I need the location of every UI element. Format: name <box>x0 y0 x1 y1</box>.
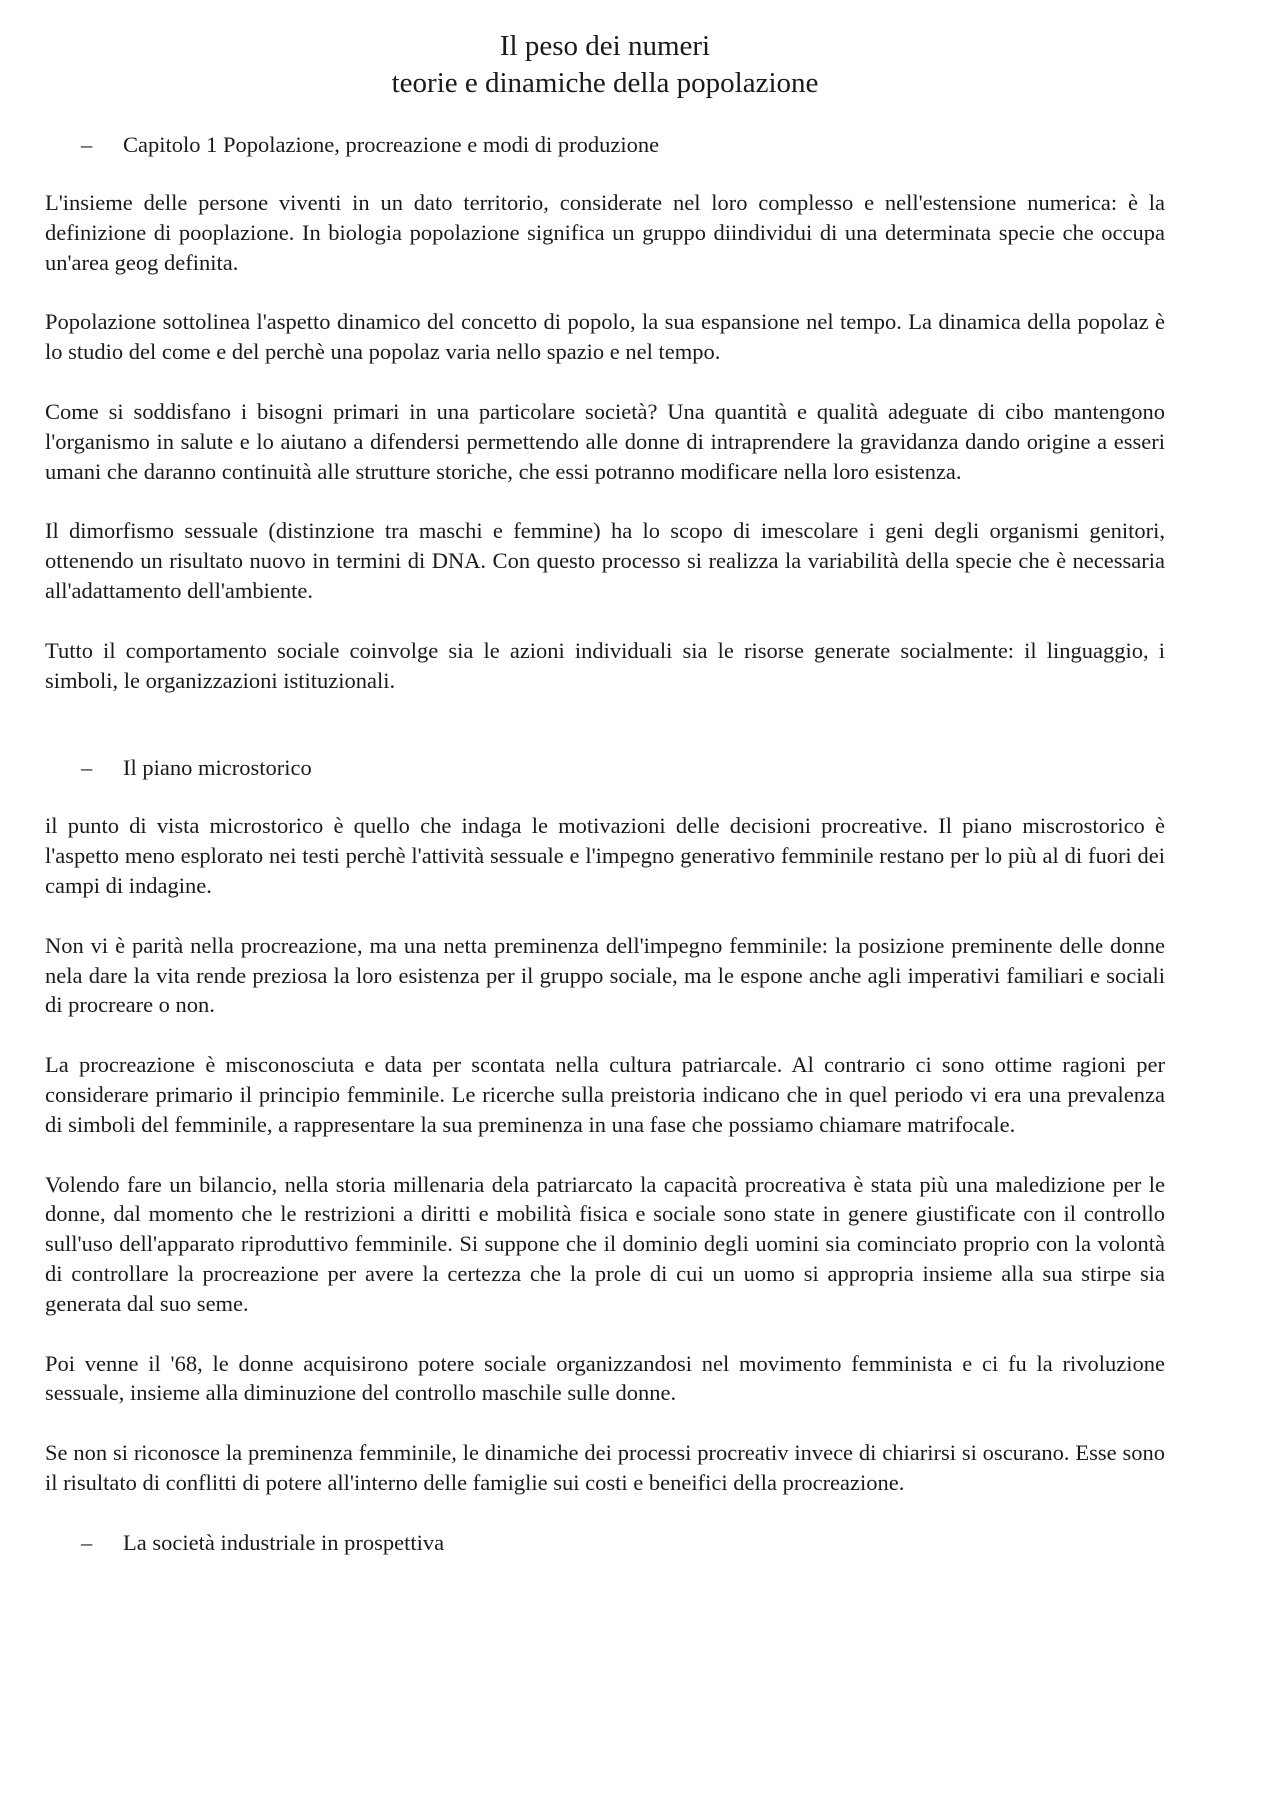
paragraph: Se non si riconosce la preminenza femminile, le dinamiche dei processi procreativ invece di chiarirsi si oscurano. Esse sono il risultato di conflitti di potere all'interno delle famiglie sui costi e beneifici della procreazione. <box>45 1440 1165 1495</box>
section-heading-microstorico <box>45 753 1165 783</box>
paragraph: Volendo fare un bilancio, nella storia millenaria dela patriarcato la capacità procreativa è stata più una maledizione per le donne, dal momento che le restrizioni a diritti e mobilità fisica e sociale sono state in genere giustificate con il controllo sull'uso dell'apparato riproduttivo femminile. Si suppone che il dominio degli uomini sia cominciato proprio con la volontà di controllare la procreazione per avere la certezza che la prole di cui un uomo si appropria insieme alla sua stirpe sia generata dal suo seme. <box>45 1171 1165 1316</box>
paragraph: La procreazione è misconosciuta e data per scontata nella cultura patriarcale. Al contrario ci sono ottime ragioni per considerare primario il principio femminile. Le ricerche sulla preistoria indicano che in quel periodo vi era una prevalenza di simboli del femminile, a rappresentare la sua preminenza in una fase che possiamo chiamare matrifocale. <box>45 1052 1165 1137</box>
title-line-2: teorie e dinamiche della popolazione <box>391 67 819 99</box>
paragraph: L'insieme delle persone viventi in un dato territorio, considerate nel loro complesso e nell'estensione numerica: è la definizione di pooplazione. In biologia popolazione significa un gruppo diindividui di una determinata specie che occupa un'area geog definita. <box>45 190 1165 275</box>
document-title <box>45 28 1165 102</box>
section-heading-text: La società industriale in prospettiva <box>123 1529 445 1555</box>
section-heading-text: Capitolo 1 Popolazione, procreazione e modi di produzione <box>123 132 660 157</box>
section-heading-chapter-1 <box>45 130 1165 160</box>
paragraph: Non vi è parità nella procreazione, ma una netta preminenza dell'impegno femminile: la posizione preminente delle donne nela dare la vita rende preziosa la loro esistenza per il gruppo sociale, ma le espone anche agli imperativi familiari e sociali di procreare o non. <box>45 932 1165 1018</box>
paragraph: Il dimorfismo sessuale (distinzione tra maschi e femmine) ha lo scopo di imescolare i geni degli organismi genitori, ottenendo un risultato nuovo in termini di DNA. Con questo processo si realizza la variabilità della specie che è necessaria all'adattamento dell'ambiente. <box>45 518 1165 603</box>
paragraph: Poi venne il '68, le donne acquisirono potere sociale organizzandosi nel movimento femminista e ci fu la rivoluzione sessuale, insieme alla diminuzione del controllo maschile sulle donne. <box>45 1350 1165 1406</box>
section-heading-text: Il piano microstorico <box>123 755 312 781</box>
section-spacer <box>45 725 1165 753</box>
bullet-dash: – <box>81 1529 93 1555</box>
document-page <box>45 28 1165 1586</box>
title-line-1: Il peso dei numeri <box>499 30 711 62</box>
paragraph: Come si soddisfano i bisogni primari in una particolare società? Una quantità e qualità adeguate di cibo mantengono l'organismo in salute e lo aiutano a difendersi permettendo alle donne di intraprendere la gravidanza dando origine a esseri umani che daranno continuità alle strutture storiche, che essi potranno modificare nella loro esistenza. <box>45 398 1165 484</box>
paragraph: Tutto il comportamento sociale coinvolge sia le azioni individuali sia le risorse generate socialmente: il linguaggio, i simboli, le organizzazioni istituzionali. <box>45 637 1165 693</box>
paragraph: Popolazione sottolinea l'aspetto dinamico del concetto di popolo, la sua espansione nel tempo. La dinamica della popolaz è lo studio del come e del perchè una popolaz varia nello spazio e nel tempo. <box>45 309 1165 365</box>
section-heading-societa-industriale <box>45 1528 1165 1558</box>
paragraph: il punto di vista microstorico è quello che indaga le motivazioni delle decisioni procreative. Il piano miscrostorico è l'aspetto meno esplorato nei testi perchè l'attività sessuale e l'impegno generativo femminile restano per lo più al di fuori dei campi di indagine. <box>45 813 1165 898</box>
bullet-dash: – <box>81 132 93 157</box>
bullet-dash: – <box>81 755 93 781</box>
